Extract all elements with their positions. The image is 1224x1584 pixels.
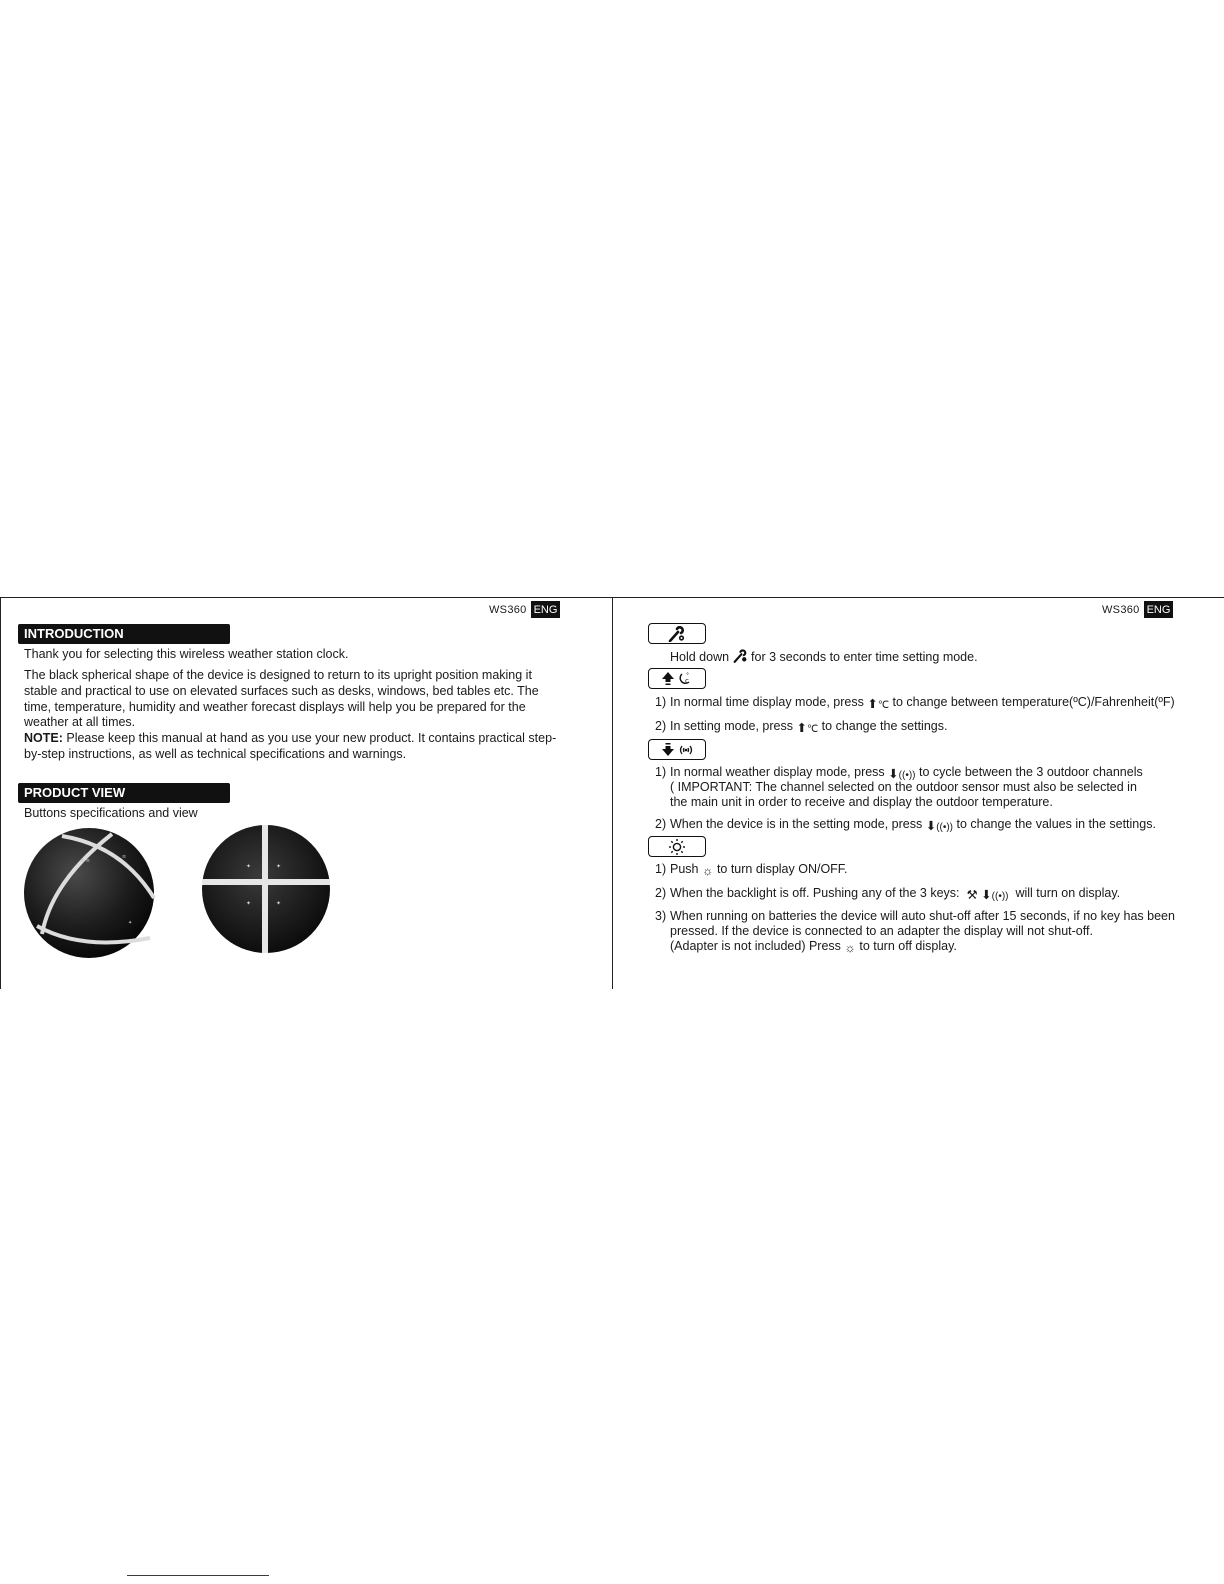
text-span: to turn display ON/OFF. xyxy=(716,862,848,876)
text-span: to change the values in the settings. xyxy=(956,817,1156,831)
svg-text:c: c xyxy=(685,677,689,685)
text-span: When the device is in the setting mode, press xyxy=(670,817,923,831)
item-number: 1) xyxy=(655,695,667,709)
note-text: Please keep this manual at hand as you use your new product. It contains practical step-by-step instructions, as well as technical specifications and warnings. xyxy=(24,731,557,761)
svg-text:✦: ✦ xyxy=(276,900,282,907)
page-divider xyxy=(612,597,613,989)
language-badge: ENG xyxy=(531,601,561,618)
svg-text:✦: ✦ xyxy=(246,900,252,907)
intro-note xyxy=(24,731,564,763)
down-key-box xyxy=(648,739,706,760)
down-key-item-2 xyxy=(655,817,1156,836)
intro-paragraph-2: The black spherical shape of the device is designed to return to its upright position making it stable and practical to use on elevated surfaces such as desks, windows, bed tables etc. The time, temperature, humidity and weather forecast displays will help you be prepared for the weather at all times. xyxy=(24,668,539,730)
item-number: 3) xyxy=(655,909,667,923)
page-header-right xyxy=(1102,601,1173,618)
text-span: to change between temperature(ºC)/Fahrenheit(ºF) xyxy=(892,695,1175,709)
svg-text:✦: ✦ xyxy=(246,863,252,870)
light-key-item-1 xyxy=(655,862,848,880)
settings-key-instruction xyxy=(670,649,978,666)
down-key-item-1-important: ( IMPORTANT: The channel selected on the outdoor sensor must also be selected in xyxy=(670,780,1137,794)
model-name: WS360 xyxy=(1102,603,1140,616)
three-keys-icon: ⚒ ⬇((•)) xyxy=(963,888,1009,902)
text-span: for 3 seconds to enter time setting mode. xyxy=(751,650,978,664)
sun-icon: ☼ xyxy=(844,941,856,955)
light-key-item-2 xyxy=(655,886,1120,905)
text-span: to turn off display. xyxy=(859,939,957,953)
svg-text:≡ ≡: ≡ ≡ xyxy=(80,858,90,864)
up-arrow-icon xyxy=(661,671,675,686)
svg-text:≡: ≡ xyxy=(122,854,127,860)
text-span: Push xyxy=(670,862,699,876)
light-key-item-3-adapter xyxy=(655,939,957,957)
text-span: When running on batteries the device will auto shut-off after 15 seconds, if no key has been xyxy=(670,909,1175,923)
down-arrow-signal-icon: ⬇((•)) xyxy=(888,767,916,781)
introduction-heading: INTRODUCTION xyxy=(18,624,230,644)
text-span: In normal time display mode, press xyxy=(670,695,864,709)
text-span: to change the settings. xyxy=(821,719,948,733)
device-side-view-image xyxy=(22,826,156,960)
model-name: WS360 xyxy=(489,603,527,616)
sun-icon xyxy=(668,838,686,856)
item-number: 1) xyxy=(655,862,667,876)
item-number: 1) xyxy=(655,765,667,779)
up-key-item-2 xyxy=(655,719,947,738)
item-number: 2) xyxy=(655,886,667,900)
text-span: In normal weather display mode, press xyxy=(670,765,885,779)
wrench-gear-icon xyxy=(668,626,686,642)
page-header-left xyxy=(489,601,560,618)
footer-link-underline xyxy=(127,1575,269,1576)
item-number: 2) xyxy=(655,817,667,831)
light-key-item-3-continued: pressed. If the device is connected to an adapter the display will not shut-off. xyxy=(670,924,1093,938)
light-key-box xyxy=(648,836,706,857)
device-top-view-image xyxy=(200,823,332,955)
wrench-gear-icon xyxy=(733,649,748,663)
sun-icon: ☼ xyxy=(701,864,714,878)
text-span: In setting mode, press xyxy=(670,719,793,733)
text-span: When the backlight is off. Pushing any of the 3 keys: xyxy=(670,886,960,900)
text-span: Hold down xyxy=(670,650,730,664)
down-arrow-icon xyxy=(661,742,675,757)
up-arrow-celsius-icon: ⬆℃ xyxy=(867,697,890,711)
note-label: NOTE: xyxy=(24,731,63,745)
down-arrow-signal-icon: ⬇((•)) xyxy=(925,819,954,833)
svg-text:✦: ✦ xyxy=(128,920,133,926)
text-span: to cycle between the 3 outdoor channels xyxy=(918,765,1143,779)
up-key-item-1 xyxy=(655,695,1175,714)
intro-paragraph-1: Thank you for selecting this wireless weather station clock. xyxy=(24,647,349,661)
svg-text:°: ° xyxy=(686,672,689,679)
celsius-toggle-icon xyxy=(678,671,693,686)
down-key-item-1-continued: the main unit in order to receive and display the outdoor temperature. xyxy=(670,795,1053,809)
text-span: will turn on display. xyxy=(1015,886,1121,900)
svg-text:✦: ✦ xyxy=(276,863,282,870)
item-number: 2) xyxy=(655,719,667,733)
text-span: (Adapter is not included) Press xyxy=(670,939,841,953)
up-arrow-celsius-icon: ⬆℃ xyxy=(796,721,819,735)
signal-icon xyxy=(678,743,694,757)
page-edge xyxy=(0,597,1,989)
up-key-box xyxy=(648,668,706,689)
product-view-heading: PRODUCT VIEW xyxy=(18,783,230,803)
product-view-subtitle: Buttons specifications and view xyxy=(24,806,198,820)
light-key-item-3 xyxy=(655,909,1175,925)
language-badge: ENG xyxy=(1144,601,1174,618)
settings-key-box xyxy=(648,623,706,644)
